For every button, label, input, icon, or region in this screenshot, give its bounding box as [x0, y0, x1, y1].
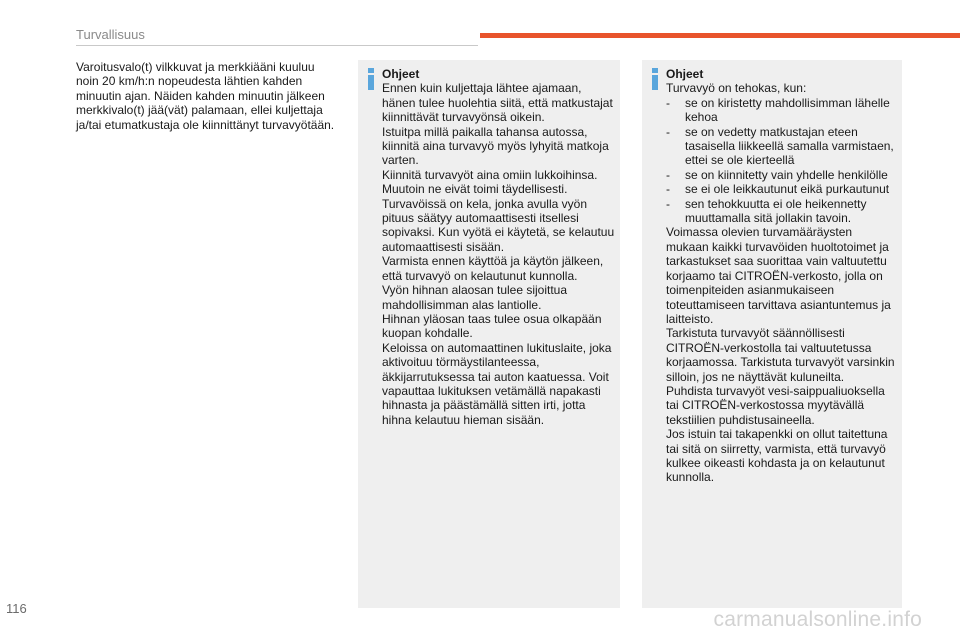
watermark: carmanualsonline.info	[713, 608, 922, 631]
header-accent-bar	[480, 33, 960, 38]
panel-title: Ohjeet	[382, 67, 420, 81]
bullet-marker: -	[666, 124, 670, 139]
bullet-marker: -	[666, 95, 670, 110]
panel-title: Ohjeet	[666, 67, 704, 81]
bullet-marker: -	[666, 196, 670, 211]
bullet-text: se ei ole leikkautunut eikä purkautunut	[685, 182, 890, 197]
advice-panel-content	[382, 67, 616, 427]
panel-paragraph: Puhdista turvavyöt vesi-saippualiuoksella tai CITROËN-verkostossa myytävällä tekstiilien puhdistusaineella.	[666, 383, 885, 427]
panel-paragraph: Varmista ennen käyttöä ja käytön jälkeen, että turvavyö on kelautunut kunnolla.	[382, 254, 604, 283]
panel-paragraph: Voimassa olevien turvamääräysten mukaan kaikki turvavöiden huoltotoimet ja tarkastukset saa suorittaa vain valtuutettu korjaamo tai CITROËN-verkosto, jolla on toimenpiteiden asianmukaiseen toteuttamiseen tarvittava asiantuntemus ja laitteisto.	[666, 225, 891, 326]
panel-paragraph: Ennen kuin kuljettaja lähtee ajamaan, hänen tulee huolehtia siitä, että matkustajat kiinnittävät turvavyönsä oikein.	[382, 81, 613, 125]
advice-panel-seatbelt-effectiveness	[642, 60, 902, 608]
info-icon	[366, 68, 376, 90]
panel-paragraph: Vyön hihnan alaosan tulee sijoittua mahdollisimman alas lantiolle.	[382, 283, 568, 312]
panel-paragraph: Tarkistuta turvavyöt säännöllisesti CITROËN-verkostolla tai valtuutetussa korjaamossa. Tarkistuta turvavyöt varsinkin silloin, jos ne näyttävät kuluneilta.	[666, 326, 895, 384]
section-title: Turvallisuus	[76, 27, 145, 42]
bullet-marker: -	[666, 182, 670, 197]
info-icon	[650, 68, 660, 90]
list-item	[666, 125, 898, 168]
panel-paragraph: Turvavöissä on kela, jonka avulla vyön pituus säätyy automaattisesti itsellesi sopivaksi. Kun vyötä ei käytetä, se kelautuu automaattisesti sisään.	[382, 196, 615, 254]
bullet-marker: -	[666, 167, 670, 182]
panel-paragraph: Kiinnitä turvavyöt aina omiin lukkoihinsa. Muutoin ne eivät toimi täydellisesti.	[382, 167, 598, 197]
panel-paragraph: Jos istuin tai takapenkki on ollut taitettuna tai sitä on siirretty, varmista, että turvavyö kulkee oikeasti kohdasta ja on kelautunut kunnolla.	[666, 427, 888, 485]
list-item	[666, 168, 898, 182]
bullet-text: se on kiristetty mahdollisimman lähelle kehoa	[685, 95, 890, 125]
panel-intro: Turvavyö on tehokas, kun:	[666, 81, 807, 96]
header-divider	[76, 45, 478, 46]
panel-paragraph: Istuitpa millä paikalla tahansa autossa, kiinnitä aina turvavyö myös lyhyitä matkoja varten.	[382, 124, 609, 168]
panel-paragraph: Hihnan yläosan taas tulee osua olkapään kuopan kohdalle.	[382, 311, 602, 341]
list-item	[666, 96, 898, 125]
bullet-text: se on kiinnitetty vain yhdelle henkilölle	[685, 167, 888, 182]
advice-panel-content	[666, 67, 898, 485]
panel-paragraph: Keloissa on automaattinen lukituslaite, joka aktivoituu törmäystilanteessa, äkkijarrutuksessa tai auton kaatuessa. Voit vapauttaa lukituksen vetämällä napakasti hihnasta ja päästämällä sitten irti, jotta hihna kelautuu hieman sisään.	[382, 340, 612, 427]
page-number: 116	[6, 601, 27, 616]
advice-panel-seatbelt-use	[358, 60, 620, 608]
bullet-text: sen tehokkuutta ei ole heikennetty muuttamalla sitä jollakin tavoin.	[685, 196, 867, 226]
warning-paragraph: Varoitusvalo(t) vilkkuvat ja merkkiääni kuuluu noin 20 km/h:n nopeudesta lähtien kahden minuutin ajan. Näiden kahden minuutin jälkeen merkkivalo(t) jää(vät) palamaan, ellei kuljettaja ja/tai etumatkustaja ole kiinnittänyt turvavyötään.	[76, 60, 335, 132]
list-item	[666, 182, 898, 196]
bullet-text: se on vedetty matkustajan eteen tasaisella liikkeellä samalla varmistaen, ettei se ole kierteellä	[685, 124, 894, 168]
list-item	[666, 197, 898, 226]
